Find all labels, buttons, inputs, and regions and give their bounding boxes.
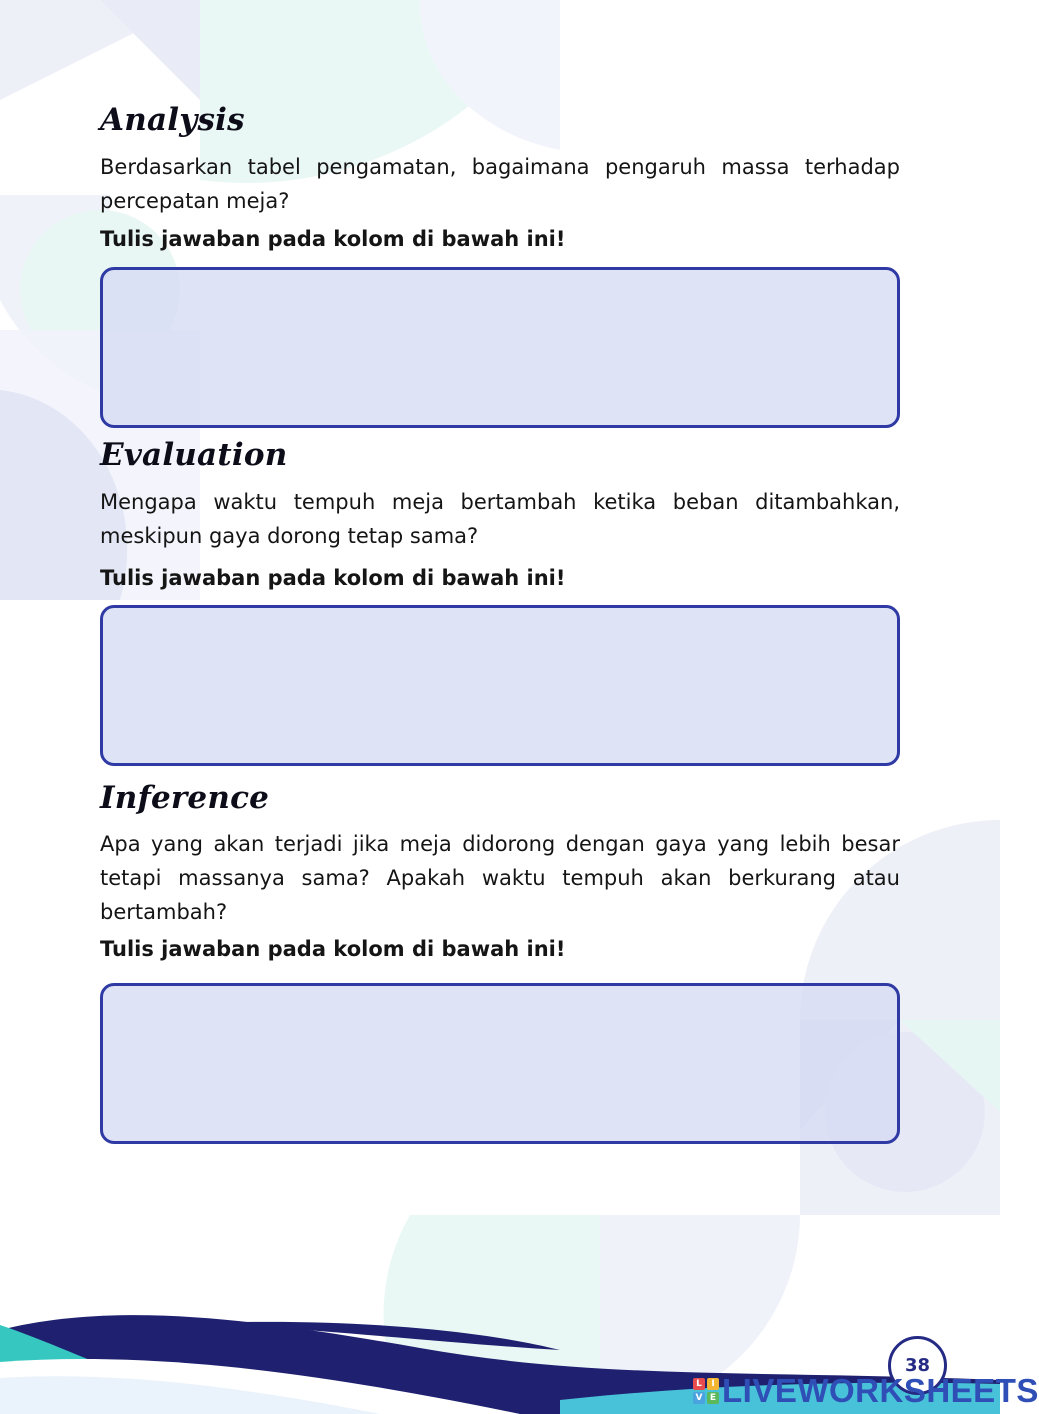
question-inference: Apa yang akan terjadi jika meja didorong dengan gaya yang lebih besar tetapi massanya sama? Apakah waktu tempuh akan berkurang atau bertambah? <box>100 832 900 924</box>
answer-box-analysis[interactable] <box>100 267 900 428</box>
answer-box-evaluation[interactable] <box>100 605 900 766</box>
question-evaluation: Mengapa waktu tempuh meja bertambah ketika beban ditambahkan, meskipun gaya dorong tetap sama? <box>100 490 900 548</box>
brand-name: LIVEWORKSHEETS <box>722 1372 1039 1409</box>
brand-mark-letter: E <box>707 1392 719 1404</box>
answer-box-inference[interactable] <box>100 983 900 1144</box>
liveworksheets-logo <box>693 1374 1039 1408</box>
instruction-evaluation: Tulis jawaban pada kolom di bawah ini! <box>100 566 566 590</box>
brand-mark-letter: I <box>707 1378 719 1390</box>
question-analysis: Berdasarkan tabel pengamatan, bagaimana pengaruh massa terhadap percepatan meja? <box>100 155 900 213</box>
section-heading-inference: Inference <box>100 780 270 816</box>
section-heading-analysis: Analysis <box>100 102 245 138</box>
brand-mark-letter: V <box>693 1392 705 1404</box>
instruction-analysis: Tulis jawaban pada kolom di bawah ini! <box>100 227 566 251</box>
page-number: 38 <box>888 1336 947 1395</box>
brand-mark-letter: L <box>693 1378 705 1390</box>
instruction-inference: Tulis jawaban pada kolom di bawah ini! <box>100 937 566 961</box>
brand-mark-icon <box>693 1378 719 1404</box>
section-heading-evaluation: Evaluation <box>100 437 288 473</box>
